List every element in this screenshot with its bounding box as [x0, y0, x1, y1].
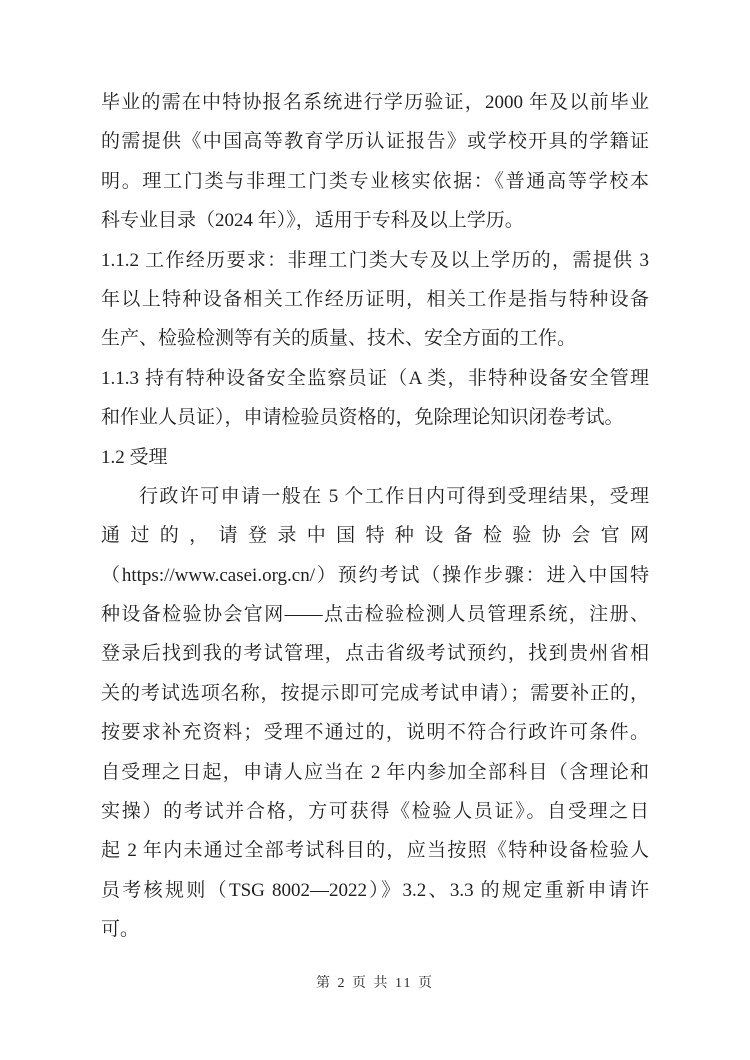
text-line: 登录后找到我的考试管理，点击省级考试预约，找到贵州省相	[101, 643, 649, 665]
section-heading-1-1-2: 1.1.2 工作经历要求：非理工门类大专及以上学历的，需提供 3	[101, 249, 649, 271]
text-line: 员考核规则（TSG 8002—2022）》3.2、3.3 的规定重新申请许	[101, 879, 649, 901]
text-line: 实操）的考试并合格，方可获得《检验人员证》。自受理之日	[101, 801, 649, 823]
text-line: 的需提供《中国高等教育学历认证报告》或学校开具的学籍证	[101, 131, 649, 153]
text-line: 明。理工门类与非理工门类专业核实依据：《普通高等学校本	[101, 170, 649, 192]
text-line: 和作业人员证），申请检验员资格的，免除理论知识闭卷考试。	[101, 407, 624, 429]
text-line: 关的考试选项名称，按提示即可完成考试申请）；需要补正的，	[101, 682, 649, 704]
section-heading-1-2: 1.2 受理	[101, 446, 168, 468]
text-line: 自受理之日起，申请人应当在 2 年内参加全部科目（含理论和	[101, 761, 649, 783]
text-line: 按要求补充资料；受理不通过的，说明不符合行政许可条件。	[101, 722, 649, 744]
text-line: 可。	[101, 919, 140, 941]
text-line: 通过的，请登录中国特种设备检验协会官网	[101, 525, 649, 547]
text-line: 生产、检验检测等有关的质量、技术、安全方面的工作。	[101, 328, 577, 350]
section-heading-1-1-3: 1.1.3 持有特种设备安全监察员证（A 类，非特种设备安全管理	[101, 367, 649, 389]
document-body	[101, 83, 649, 950]
text-line: 起 2 年内未通过全部考试科目的，应当按照《特种设备检验人	[101, 840, 649, 862]
text-line: 毕业的需在中特协报名系统进行学历验证，2000 年及以前毕业	[101, 92, 649, 113]
text-line: 行政许可申请一般在 5 个工作日内可得到受理结果，受理	[139, 485, 649, 507]
page-footer: 第 2 页 共 11 页	[316, 976, 434, 991]
text-line: 科专业目录（2024 年）》，适用于专科及以上学历。	[101, 210, 524, 232]
text-line-with-url: （https://www.casei.org.cn/）预约考试（操作步骤：进入中国特	[101, 564, 649, 586]
text-line: 年以上特种设备相关工作经历证明，相关工作是指与特种设备	[101, 288, 649, 310]
text-line: 种设备检验协会官网——点击检验检测人员管理系统，注册、	[101, 604, 649, 626]
